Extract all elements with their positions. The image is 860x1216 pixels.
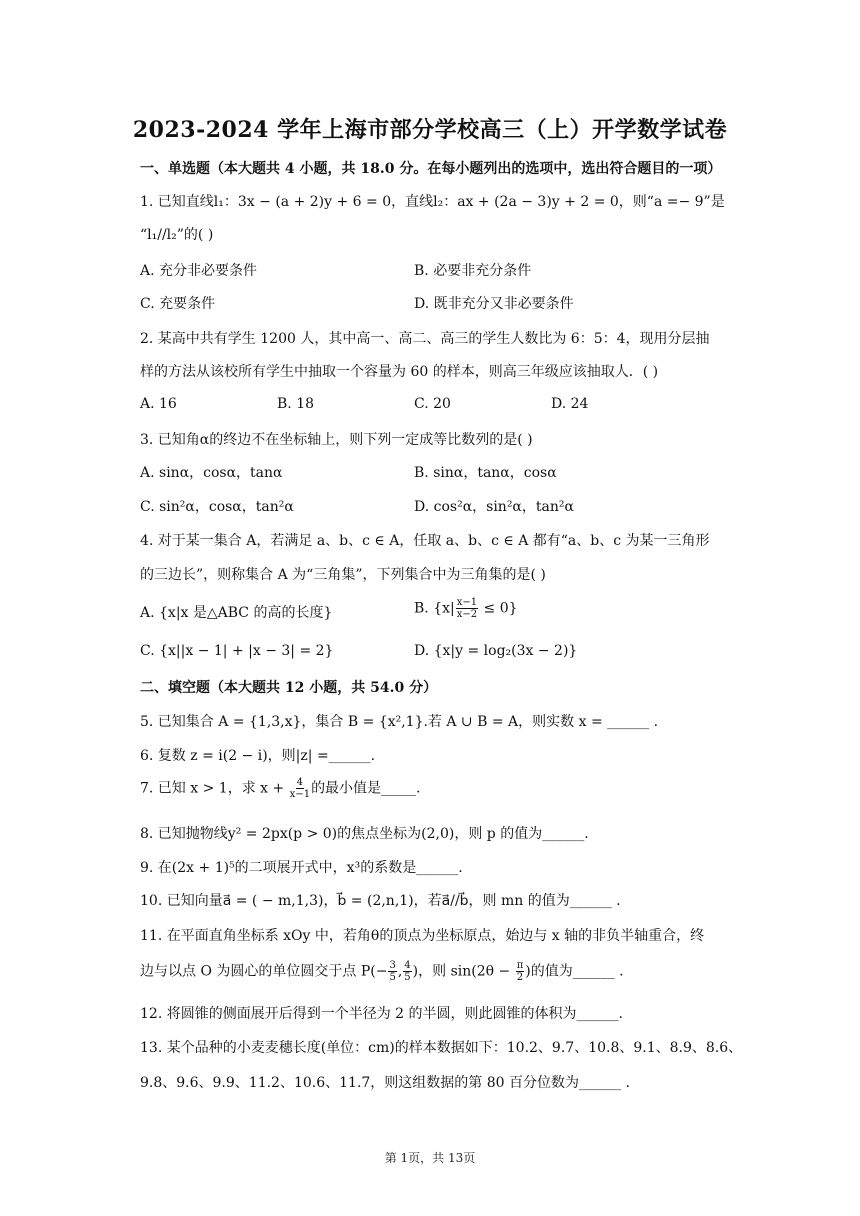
question-1-option-b: B. 必要非充分条件: [414, 263, 532, 279]
question-9-text: 9. 在(2x + 1)⁵的二项展开式中，x³的系数是______.: [140, 860, 463, 876]
question-4-option-b: [414, 597, 518, 620]
fraction-denominator: 5: [404, 972, 411, 983]
question-3-option-b: B. sinα，tanα，cosα: [414, 465, 557, 481]
question-1-option-a: A. 充分非必要条件: [140, 263, 258, 279]
question-1-option-d: D. 既非充分又非必要条件: [414, 296, 574, 312]
question-8-text: 8. 已知抛物线y² = 2px(p > 0)的焦点坐标为(2,0)，则 p 的值为______.: [140, 826, 589, 842]
question-7-fraction: [290, 777, 310, 800]
option-b-suffix: ≤ 0}: [479, 600, 518, 617]
question-1-text: 1. 已知直线l₁：3x − (a + 2)y + 6 = 0，直线l₂：ax + (2a − 3)y + 2 = 0，则“a =− 9”是: [140, 194, 725, 210]
question-4-option-c: C. {x||x − 1| + |x − 3| = 2}: [140, 643, 334, 659]
question-4-text: 4. 对于某一集合 A，若满足 a、b、c ∈ A，任取 a、b、c ∈ A 都有“a、b、c 为某一三角形: [140, 533, 710, 549]
question-11-text-cont: [140, 960, 624, 983]
section-single-choice-heading: 一、单选题（本大题共 4 小题，共 18.0 分。在每小题列出的选项中，选出符合题目的一项）: [140, 161, 722, 177]
question-2-option-d: D. 24: [551, 396, 589, 412]
question-1-option-c: C. 充要条件: [140, 296, 216, 312]
question-11-text: 11. 在平面直角坐标系 xOy 中，若角θ的顶点为坐标原点，始边与 x 轴的非负半轴重合，终: [140, 928, 705, 944]
question-4-option-a: A. {x|x 是△ABC 的高的长度}: [140, 605, 333, 621]
question-11-prefix: 边与以点 O 为圆心的单位圆交于点 P(−: [140, 963, 388, 980]
question-3-option-d: D. cos²α，sin²α，tan²α: [414, 499, 574, 515]
question-3-text: 3. 已知角α的终边不在坐标轴上，则下列一定成等比数列的是( ): [140, 432, 533, 448]
section-fill-blank-heading: 二、填空题（本大题共 12 小题，共 54.0 分）: [140, 680, 438, 696]
question-13-text: 13. 某个品种的小麦麦穗长度(单位：cm)的样本数据如下：10.2、9.7、10.8、9.1、8.9、8.6、: [140, 1040, 743, 1056]
fraction-denominator: x−2: [456, 609, 478, 620]
fraction-3-5: [388, 960, 396, 983]
fraction-numerator: x−1: [456, 597, 478, 608]
fraction-4-5: [403, 960, 411, 983]
question-11-mid: )，则 sin(2θ −: [412, 963, 515, 980]
page-footer: 第 1页，共 13页: [384, 1151, 476, 1165]
question-7-prefix: 7. 已知 x > 1，求 x +: [140, 780, 289, 797]
question-3-option-c: C. sin²α，cosα，tan²α: [140, 499, 294, 515]
fraction-denominator: x−1: [289, 789, 311, 800]
question-2-text: 2. 某高中共有学生 1200 人，其中高一、高二、高三的学生人数比为 6：5：4，现用分层抽: [140, 331, 710, 347]
question-13-text-cont: 9.8、9.6、9.9、11.2、10.6、11.7，则这组数据的第 80 百分位数为______ .: [140, 1075, 630, 1091]
question-4-option-d: D. {x|y = log₂(3x − 2)}: [414, 643, 578, 659]
question-2-text-cont: 样的方法从该校所有学生中抽取一个容量为 60 的样本，则高三年级应该抽取人．( ): [140, 364, 659, 380]
fraction-numerator: 4: [296, 777, 304, 788]
fraction-denominator: 5: [389, 972, 396, 983]
option-b-prefix: B. {x|: [414, 600, 455, 617]
option-b-fraction: [456, 597, 478, 620]
question-2-option-a: A. 16: [140, 396, 177, 412]
question-3-option-a: A. sinα，cosα，tanα: [140, 465, 283, 481]
question-11-suffix: )的值为______ .: [525, 963, 624, 980]
fraction-pi-2: [516, 960, 525, 983]
question-1-text-cont: “l₁//l₂”的( ): [140, 227, 214, 243]
fraction-numerator: 3: [389, 960, 396, 971]
fraction-numerator: π: [516, 960, 524, 971]
question-7-text: [140, 777, 421, 800]
question-7-suffix: 的最小值是_____.: [311, 780, 421, 797]
fraction-denominator: 2: [516, 972, 524, 983]
fraction-numerator: 4: [404, 960, 411, 971]
question-5-text: 5. 已知集合 A = {1,3,x}，集合 B = {x²,1}.若 A ∪ B = A，则实数 x = ______ .: [140, 714, 659, 730]
question-2-option-c: C. 20: [414, 396, 451, 412]
question-4-text-cont: 的三边长”，则称集合 A 为“三角集”，下列集合中为三角集的是( ): [140, 567, 546, 583]
question-2-option-b: B. 18: [277, 396, 315, 412]
question-12-text: 12. 将圆锥的侧面展开后得到一个半径为 2 的半圆，则此圆锥的体积为______.: [140, 1006, 623, 1022]
question-10-text: 10. 已知向量a⃗ = ( − m,1,3)，b⃗ = (2,n,1)，若a⃗//b⃗，则 mn 的值为______ .: [140, 893, 621, 909]
exam-title: 2023-2024 学年上海市部分学校高三（上）开学数学试卷: [132, 117, 728, 143]
question-6-text: 6. 复数 z = i(2 − i)，则|z| =______.: [140, 748, 376, 764]
comma: ,: [397, 963, 403, 980]
